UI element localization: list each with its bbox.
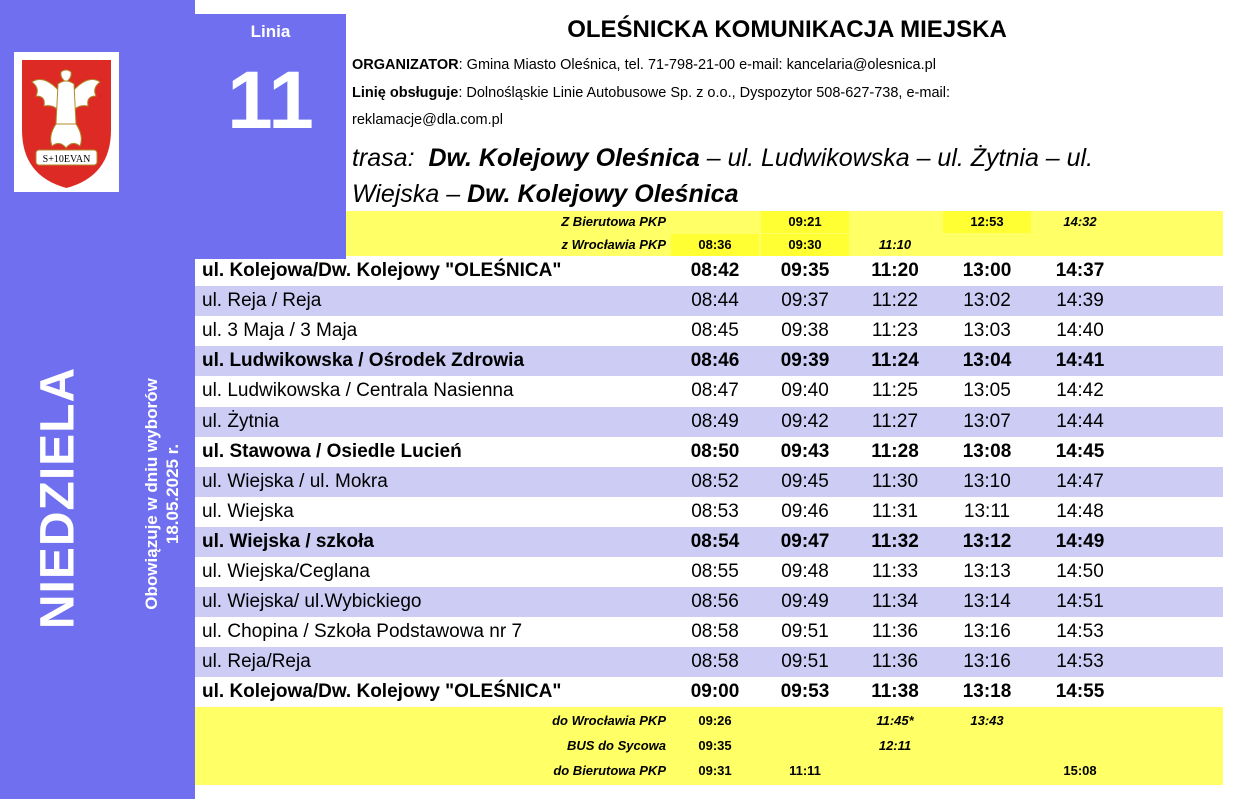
stop-row — [195, 587, 1223, 617]
arrival-label: Z Bierutowa PKP — [561, 214, 666, 229]
stop-time: 14:48 — [1056, 500, 1104, 522]
stop-row — [195, 346, 1223, 376]
stop-time: 14:49 — [1055, 530, 1105, 552]
stop-time: 08:53 — [691, 500, 739, 522]
stop-time: 08:50 — [690, 440, 740, 462]
stop-time: 14:55 — [1055, 681, 1105, 703]
stop-time: 08:52 — [691, 470, 739, 492]
stop-row — [195, 316, 1223, 346]
stop-time: 13:10 — [963, 470, 1011, 492]
operator-email: reklamacje@dla.com.pl — [352, 112, 503, 128]
coat-of-arms-motto: S+10EVAN — [42, 154, 91, 165]
stop-name: ul. Wiejska / ul. Mokra — [202, 470, 388, 492]
stop-time: 08:56 — [691, 591, 739, 613]
stop-time: 11:30 — [871, 470, 919, 492]
operator-info — [352, 85, 950, 101]
stop-time: 13:13 — [963, 561, 1011, 582]
departure-label: do Wrocławia PKP — [552, 713, 666, 728]
stop-time: 09:51 — [781, 621, 829, 643]
side-panel-extension — [195, 211, 346, 259]
stop-time: 09:40 — [781, 380, 829, 402]
stop-time: 11:32 — [871, 530, 919, 552]
departure-time: 09:31 — [698, 763, 732, 778]
stop-row — [195, 647, 1223, 677]
departure-time: 09:26 — [698, 713, 732, 728]
stop-name: ul. Reja/Reja — [202, 651, 311, 673]
stop-time: 11:31 — [871, 500, 919, 522]
stop-name: ul. Chopina / Szkoła Podstawowa nr 7 — [202, 621, 523, 643]
route-description — [352, 140, 1222, 212]
stop-time: 09:00 — [690, 681, 740, 703]
stop-time: 09:48 — [781, 561, 829, 582]
stop-time: 08:49 — [691, 410, 739, 432]
validity-line-1: Obowiązuje w dniu wyborów — [142, 378, 161, 610]
stop-time: 13:14 — [963, 591, 1011, 613]
stop-time: 11:22 — [871, 290, 919, 312]
page-title: OLEŚNICKA KOMUNIKACJA MIEJSKA — [567, 16, 1007, 43]
stop-time: 08:46 — [690, 350, 740, 372]
stop-time: 09:49 — [781, 591, 829, 613]
stop-time: 13:08 — [962, 440, 1012, 462]
stop-time: 13:00 — [962, 260, 1012, 281]
departure-time: 12:11 — [878, 738, 912, 753]
stop-time: 13:16 — [963, 621, 1011, 643]
arrival-time: 14:32 — [1063, 214, 1097, 229]
stop-time: 09:46 — [781, 500, 829, 522]
stop-time: 08:45 — [691, 320, 739, 342]
stop-name: ul. Kolejowa/Dw. Kolejowy "OLEŚNICA" — [202, 681, 562, 703]
line-number: 11 — [227, 55, 314, 146]
stop-time: 08:58 — [691, 621, 739, 643]
stop-time: 11:25 — [871, 380, 919, 402]
stop-name: ul. Ludwikowska / Ośrodek Zdrowia — [202, 350, 525, 372]
organizer-text: : Gmina Miasto Oleśnica, tel. 71-798-21-00 e-mail: kancelaria@olesnica.pl — [458, 57, 936, 73]
stop-time: 14:37 — [1055, 260, 1105, 281]
stop-time: 11:24 — [871, 350, 919, 372]
stop-time: 09:51 — [781, 651, 829, 673]
stop-time: 13:18 — [962, 681, 1012, 703]
day-label: NIEDZIELA — [31, 366, 85, 630]
stop-name: ul. Wiejska/Ceglana — [202, 561, 370, 582]
departure-label: do Bierutowa PKP — [553, 763, 666, 778]
organizer-info — [352, 57, 936, 73]
stop-time: 14:47 — [1056, 470, 1104, 492]
stop-time: 11:27 — [871, 410, 919, 432]
stop-time: 11:36 — [871, 621, 919, 643]
stop-time: 08:44 — [691, 290, 739, 312]
stop-name: ul. Kolejowa/Dw. Kolejowy "OLEŚNICA" — [202, 260, 562, 281]
arrival-time: 11:10 — [878, 237, 912, 252]
stop-time: 08:58 — [691, 651, 739, 673]
line-label: Linia — [250, 22, 291, 41]
route-mid-2: Wiejska – — [352, 180, 468, 208]
stop-row — [195, 286, 1223, 316]
arrival-time: 12:53 — [970, 214, 1004, 229]
route-end: Dw. Kolejowy Oleśnica — [467, 180, 739, 208]
stop-time: 11:28 — [871, 440, 919, 462]
stop-time: 09:47 — [780, 530, 830, 552]
coat-of-arms — [14, 52, 119, 192]
stop-name: ul. Stawowa / Osiedle Lucień — [202, 440, 462, 462]
stop-time: 09:42 — [781, 410, 829, 432]
stop-name: ul. Wiejska / szkoła — [202, 530, 374, 552]
stop-name: ul. Ludwikowska / Centrala Nasienna — [202, 380, 514, 402]
stop-time: 11:34 — [871, 591, 919, 613]
stop-row — [195, 557, 1223, 587]
departure-label: BUS do Sycowa — [567, 738, 666, 753]
stop-name: ul. Reja / Reja — [202, 290, 322, 312]
stop-time: 08:55 — [691, 561, 739, 582]
stop-time: 09:53 — [780, 681, 830, 703]
validity-note — [141, 378, 183, 609]
stop-time: 11:33 — [871, 561, 919, 582]
departure-time: 11:11 — [789, 763, 821, 778]
stop-time: 08:54 — [690, 530, 740, 552]
arrival-label: z Wrocławia PKP — [561, 237, 666, 252]
stop-row — [195, 467, 1223, 497]
stop-time: 14:51 — [1056, 591, 1104, 613]
stop-time: 11:36 — [871, 651, 919, 673]
stop-time: 09:38 — [781, 320, 829, 342]
arrival-time: 08:36 — [698, 237, 732, 252]
stop-name: ul. Wiejska/ ul.Wybickiego — [202, 591, 422, 613]
stop-row — [195, 497, 1223, 527]
stop-time: 09:37 — [781, 290, 829, 312]
stop-time: 13:12 — [962, 530, 1012, 552]
stop-time: 14:41 — [1055, 350, 1105, 372]
stop-time: 13:04 — [962, 350, 1012, 372]
stop-time: 14:40 — [1056, 320, 1104, 342]
stop-time: 11:38 — [871, 681, 919, 703]
route-prefix: trasa: — [352, 144, 415, 172]
stop-time: 13:05 — [963, 380, 1011, 402]
stop-time: 09:43 — [780, 440, 830, 462]
stop-name: ul. Żytnia — [202, 410, 280, 432]
stop-time: 14:53 — [1056, 651, 1104, 673]
operator-text: : Dolnośląskie Linie Autobusowe Sp. z o.o., Dyspozytor 508-627-738, e-mail: — [458, 85, 950, 101]
stop-name: ul. 3 Maja / 3 Maja — [202, 320, 358, 342]
route-start: Dw. Kolejowy Oleśnica — [428, 144, 700, 172]
stop-time: 09:39 — [780, 350, 830, 372]
operator-label: Linię obsługuje — [352, 85, 459, 101]
stop-time: 13:07 — [963, 410, 1011, 432]
stop-time: 13:03 — [963, 320, 1011, 342]
arrival-time: 09:21 — [788, 214, 822, 229]
stop-time: 14:42 — [1056, 380, 1104, 402]
stop-time: 14:44 — [1056, 410, 1104, 432]
stop-row — [195, 437, 1223, 467]
stop-row — [195, 677, 1223, 707]
departure-time: 11:45* — [876, 713, 914, 728]
stop-time: 14:45 — [1055, 440, 1105, 462]
organizer-label: ORGANIZATOR — [352, 57, 459, 73]
departure-time: 09:35 — [698, 738, 732, 753]
stop-time: 09:35 — [780, 260, 830, 281]
stop-time: 13:16 — [963, 651, 1011, 673]
stop-time: 13:11 — [963, 500, 1011, 522]
arrival-time: 09:30 — [788, 237, 822, 252]
stop-row — [195, 256, 1223, 286]
stop-time: 13:02 — [963, 290, 1011, 312]
stop-row — [195, 617, 1223, 647]
stop-row — [195, 527, 1223, 557]
stop-time: 14:53 — [1056, 621, 1104, 643]
stop-row — [195, 407, 1223, 437]
stop-time: 14:50 — [1056, 561, 1104, 582]
stop-time: 11:20 — [871, 260, 919, 281]
stop-time: 11:23 — [871, 320, 919, 342]
stop-name: ul. Wiejska — [202, 500, 294, 522]
stop-time: 09:45 — [781, 470, 829, 492]
stop-row — [195, 376, 1223, 406]
departure-time: 15:08 — [1063, 763, 1097, 778]
stop-time: 08:47 — [691, 380, 739, 402]
departure-time: 13:43 — [970, 713, 1004, 728]
route-mid-1: – ul. Ludwikowska – ul. Żytnia – ul. — [699, 144, 1094, 172]
stop-time: 08:42 — [690, 260, 740, 281]
stop-time: 14:39 — [1056, 290, 1104, 312]
validity-line-2: 18.05.2025 r. — [163, 443, 182, 545]
